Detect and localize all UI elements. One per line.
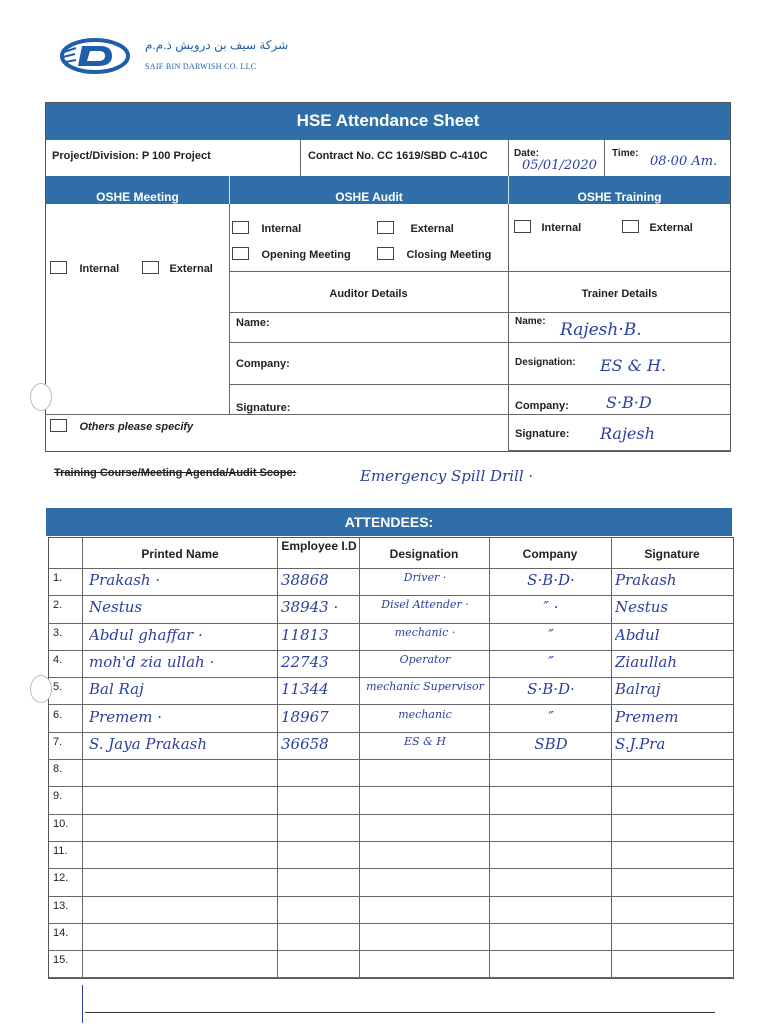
company-english-name: SAIF BIN DARWISH CO. LLC: [145, 62, 257, 71]
cell-company[interactable]: ″: [548, 625, 554, 644]
cell-signature[interactable]: S.J.Pra: [615, 734, 666, 753]
attendees-heading: ATTENDEES:: [46, 508, 732, 536]
cell-emp-id[interactable]: 18967: [281, 707, 329, 726]
section-audit: OSHE Audit: [335, 190, 403, 204]
cell-num: 9.: [53, 790, 63, 803]
date-label: Date:: [514, 148, 540, 159]
section-meeting: OSHE Meeting: [96, 190, 179, 204]
trainer-designation-label: Designation:: [515, 357, 576, 368]
others-checkbox[interactable]: [50, 419, 67, 432]
table-row: [49, 623, 733, 651]
auditor-name-label: Name:: [236, 317, 270, 329]
table-row: [49, 868, 733, 896]
company-logo-icon: [60, 38, 130, 74]
cell-designation[interactable]: Operator: [399, 652, 451, 666]
auditor-company-label: Company:: [236, 358, 290, 370]
table-row: [49, 732, 733, 760]
training-internal-checkbox[interactable]: [514, 220, 531, 233]
trainer-signature-value: Rajesh: [600, 424, 655, 443]
agenda-label: Training Course/Meeting Agenda/Audit Scope:: [54, 467, 297, 479]
cell-emp-id[interactable]: 38943 ·: [281, 598, 339, 617]
column-header-signature: Signature: [644, 547, 700, 561]
table-row: [49, 650, 733, 678]
cell-num: 8.: [53, 763, 63, 776]
cell-name[interactable]: Prakash ·: [89, 571, 161, 589]
table-row: [49, 786, 733, 814]
cell-company[interactable]: SBD: [534, 734, 568, 753]
cell-num: 3.: [53, 626, 63, 639]
trainer-designation-value: ES & H.: [600, 356, 667, 375]
agenda-value: Emergency Spill Drill ·: [360, 467, 534, 485]
cell-num: 7.: [53, 735, 63, 748]
audit-closing-checkbox[interactable]: [377, 247, 394, 260]
cell-company[interactable]: ″: [548, 652, 554, 671]
cell-num: 13.: [53, 899, 69, 912]
cell-emp-id[interactable]: 11344: [281, 680, 329, 699]
cell-num: 10.: [53, 817, 69, 830]
training-internal-option[interactable]: Internal: [514, 218, 581, 236]
column-header-designation: Designation: [389, 547, 459, 561]
cell-designation[interactable]: ES & H: [404, 734, 446, 748]
cell-emp-id[interactable]: 38868: [281, 571, 329, 589]
cell-signature[interactable]: Balraj: [615, 680, 661, 699]
training-external-checkbox[interactable]: [622, 220, 639, 233]
audit-opening-checkbox[interactable]: [232, 247, 249, 260]
cell-signature[interactable]: Abdul: [615, 625, 660, 644]
audit-external-option[interactable]: External: [377, 219, 454, 237]
cell-emp-id[interactable]: 22743: [281, 652, 329, 671]
cell-num: 12.: [53, 872, 69, 885]
cell-num: 4.: [53, 653, 63, 666]
cell-company[interactable]: ″: [548, 707, 554, 726]
cell-designation[interactable]: mechanic ·: [394, 625, 456, 639]
audit-external-checkbox[interactable]: [377, 221, 394, 234]
cell-designation[interactable]: Driver ·: [403, 571, 447, 584]
cell-designation[interactable]: mechanic: [398, 707, 452, 721]
table-row: [49, 705, 733, 733]
cell-num: 14.: [53, 926, 69, 939]
cell-name[interactable]: Nestus: [89, 598, 143, 617]
cell-company[interactable]: S·B·D·: [527, 571, 575, 589]
table-row: [49, 896, 733, 924]
date-value: 05/01/2020: [522, 158, 597, 173]
bottom-mark: [82, 985, 83, 1023]
hole-punch: [30, 675, 52, 703]
column-header-name: Printed Name: [141, 547, 219, 561]
meeting-internal-checkbox[interactable]: [50, 261, 67, 274]
table-row: [49, 568, 733, 596]
cell-emp-id[interactable]: 11813: [281, 625, 329, 644]
bottom-rule: [85, 1012, 715, 1013]
others-option[interactable]: Others please specify: [50, 417, 193, 435]
table-row: [49, 595, 733, 623]
auditor-details-heading: Auditor Details: [329, 288, 408, 300]
column-header-company: Company: [522, 547, 578, 561]
cell-num: 5.: [53, 681, 63, 694]
table-row: [49, 950, 733, 978]
table-row: [49, 923, 733, 951]
trainer-signature-label: Signature:: [515, 428, 570, 440]
cell-num: 6.: [53, 708, 63, 721]
project-label: Project/Division: P 100 Project: [52, 150, 211, 162]
attendees-table: [48, 537, 734, 979]
cell-name[interactable]: Premem ·: [89, 707, 163, 726]
trainer-company-value: S·B·D: [606, 393, 652, 412]
cell-num: 15.: [53, 954, 69, 967]
meeting-external-checkbox[interactable]: [142, 261, 159, 274]
trainer-name-label: Name:: [515, 316, 546, 327]
meeting-internal-option[interactable]: Internal: [50, 259, 119, 277]
audit-internal-checkbox[interactable]: [232, 221, 249, 234]
cell-company[interactable]: S·B·D·: [527, 680, 575, 699]
time-label: Time:: [612, 148, 639, 159]
table-header-row: [49, 538, 733, 569]
column-header-employee-id: Employee I.D: [281, 539, 357, 553]
cell-designation[interactable]: mechanic Supervisor: [366, 680, 484, 694]
time-value: 08·00 Am.: [650, 154, 718, 169]
audit-closing-option[interactable]: Closing Meeting: [377, 245, 491, 263]
cell-name[interactable]: moh'd zia ullah ·: [89, 652, 215, 671]
trainer-company-label: Company:: [515, 400, 569, 412]
table-row: [49, 814, 733, 842]
cell-name[interactable]: Abdul ghaffar ·: [89, 625, 203, 644]
cell-num: 2.: [53, 599, 63, 612]
cell-name[interactable]: S. Jaya Prakash: [89, 734, 208, 753]
cell-company[interactable]: ″ ·: [543, 598, 559, 617]
section-training: OSHE Training: [577, 190, 662, 204]
cell-signature[interactable]: Nestus: [615, 598, 669, 617]
trainer-name-value: Rajesh·B.: [560, 320, 642, 340]
company-arabic-name: شركة سيف بن درويش ذ.م.م: [145, 38, 289, 52]
sheet-title: HSE Attendance Sheet: [46, 103, 730, 139]
cell-name[interactable]: Bal Raj: [89, 680, 144, 699]
cell-num: 11.: [53, 845, 68, 857]
cell-emp-id[interactable]: 36658: [281, 734, 329, 753]
meeting-external-option[interactable]: External: [142, 259, 213, 277]
hole-punch: [30, 383, 52, 411]
audit-internal-option[interactable]: Internal: [232, 219, 301, 237]
training-external-option[interactable]: External: [622, 218, 693, 236]
contract-label: Contract No. CC 1619/SBD C-410C: [308, 150, 488, 162]
table-row: [49, 677, 733, 705]
table-row: [49, 841, 733, 869]
table-row: [49, 759, 733, 787]
cell-signature[interactable]: Ziaullah: [615, 652, 678, 671]
cell-designation[interactable]: Disel Attender ·: [381, 598, 469, 612]
trainer-details-heading: Trainer Details: [581, 288, 658, 300]
cell-signature[interactable]: Premem: [615, 707, 679, 726]
cell-signature[interactable]: Prakash: [615, 571, 677, 589]
audit-opening-option[interactable]: Opening Meeting: [232, 245, 351, 263]
cell-num: 1.: [53, 572, 63, 584]
auditor-signature-label: Signature:: [236, 402, 291, 414]
